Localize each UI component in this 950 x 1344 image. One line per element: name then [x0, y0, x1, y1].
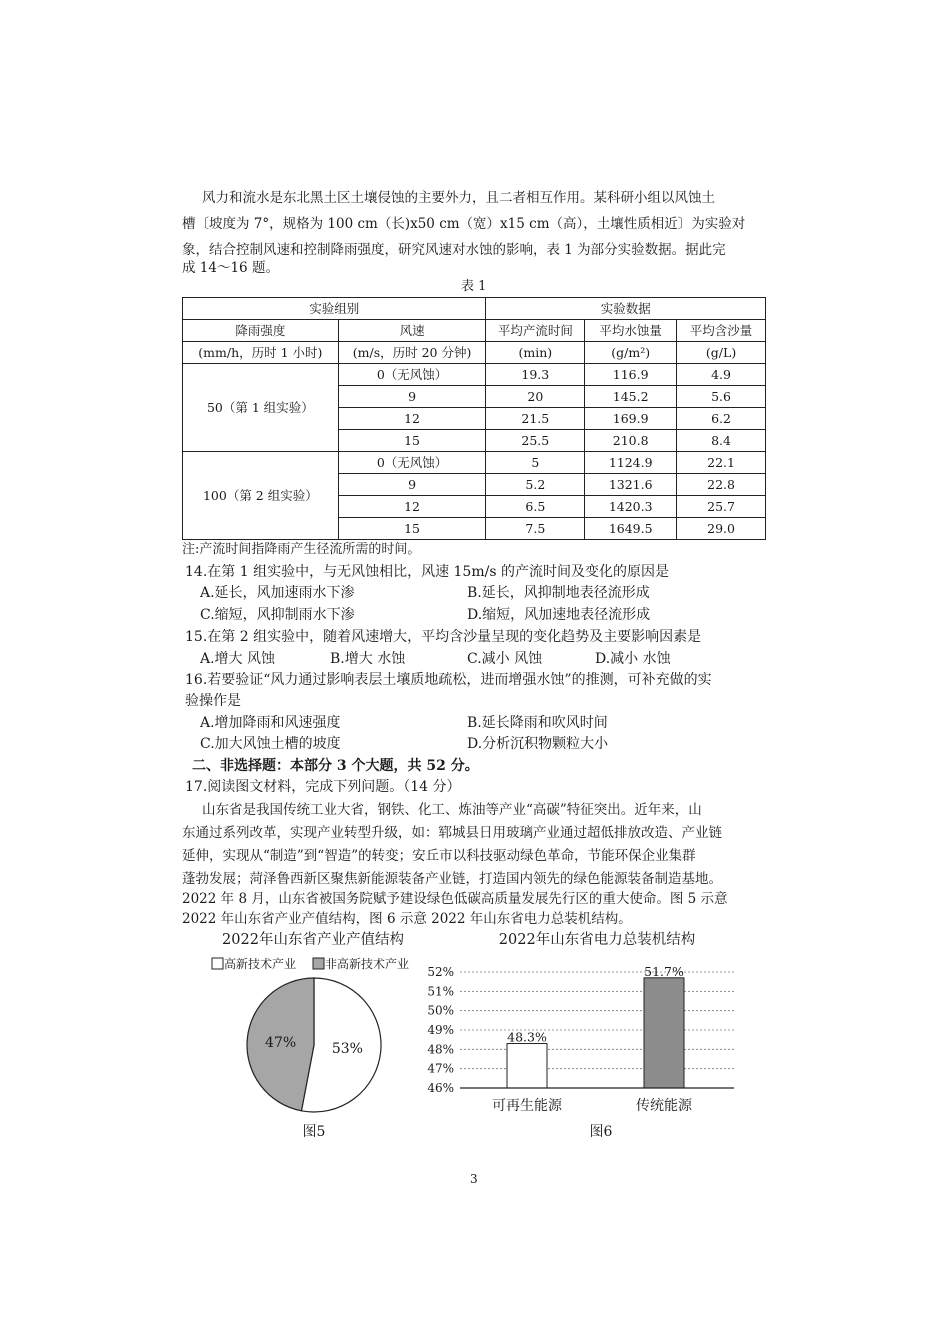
- bar-traditional: [644, 978, 684, 1088]
- intro-line-1: 风力和流水是东北黑土区土壤侵蚀的主要外力，且二者相互作用。某科研小组以风蚀土: [202, 190, 715, 206]
- fig6-y-tick-label: 49%: [427, 1023, 454, 1037]
- fig6-y-tick-label: 51%: [427, 984, 454, 999]
- fig6-caption: 图6: [589, 1124, 613, 1140]
- fig6-gridlines: [460, 972, 734, 1088]
- cell-wind: 0（无风蚀）: [338, 364, 486, 386]
- q14-option-c: C.缩短，风抑制雨水下渗: [200, 607, 355, 623]
- cell-time: 7.5: [486, 518, 585, 540]
- fig6-title: 2022年山东省电力总装机结构: [498, 932, 696, 948]
- pie-label-non-high-tech: 47%: [265, 1034, 297, 1051]
- section-heading: 二、非选择题：本部分 3 个大题，共 52 分。: [192, 758, 479, 774]
- group1-label: 50（第 1 组实验）: [183, 364, 339, 452]
- col-wind: 风速: [338, 320, 486, 342]
- fig6-y-tick-label: 50%: [427, 1003, 454, 1018]
- cell-time: 5.2: [486, 474, 585, 496]
- cell-sand: 29.0: [677, 518, 766, 540]
- cell-erosion: 1420.3: [585, 496, 677, 518]
- cell-time: 19.3: [486, 364, 585, 386]
- figure6-bar-chart: [420, 925, 760, 1145]
- table-caption: 表 1: [461, 279, 487, 294]
- fig6-y-tick-label: 48%: [427, 1042, 454, 1057]
- cell-sand: 25.7: [677, 496, 766, 518]
- intro-line-3: 象，结合控制风速和控制降雨强度，研究风速对水蚀的影响，表 1 为部分实验数据。据此完: [182, 242, 726, 258]
- cell-erosion: 169.9: [585, 408, 677, 430]
- q16-stem-2: 验操作是: [185, 693, 241, 709]
- q14-option-b: B.延长，风抑制地表径流形成: [467, 585, 650, 601]
- q16-stem-1: 16.若要验证“风力通过影响表层土壤质地疏松，进而增强水蚀”的推测，可补充做的实: [185, 672, 712, 688]
- fig6-y-tick-label: 46%: [427, 1081, 454, 1095]
- experiment-table: [182, 297, 766, 540]
- page-number: 3: [470, 1172, 478, 1186]
- cell-wind: 9: [338, 474, 486, 496]
- cell-wind: 9: [338, 386, 486, 408]
- pie-label-high-tech: 53%: [331, 1041, 363, 1058]
- table-note: 注:产流时间指降雨产生径流所需的时间。: [182, 542, 421, 557]
- table-row: [183, 452, 766, 474]
- bar-data-label-renewable: 48.3%: [507, 1029, 547, 1045]
- bar-category-traditional: 传统能源: [636, 1098, 692, 1114]
- col-erosion: 平均水蚀量: [585, 320, 677, 342]
- q15-stem: 15.在第 2 组实验中，随着风速增大，平均含沙量呈现的变化趋势及主要影响因素是: [185, 629, 702, 645]
- cell-time: 25.5: [486, 430, 585, 452]
- cell-sand: 4.9: [677, 364, 766, 386]
- cell-erosion: 145.2: [585, 386, 677, 408]
- fig6-y-tick-label: 52%: [427, 965, 454, 979]
- cell-time: 5: [486, 452, 585, 474]
- q17-para-5: 2022 年 8 月，山东省被国务院赋予建设绿色低碳高质量发展先行区的重大使命。图 5 示意: [182, 891, 728, 907]
- q15-option-d: D.减小 水蚀: [595, 651, 671, 667]
- figure5-pie-chart: [200, 925, 440, 1145]
- fig5-caption: 图5: [302, 1124, 326, 1140]
- fig5-title: 2022年山东省产业产值结构: [222, 932, 404, 948]
- fig5-legend-nonhigh: 非高新技术产业: [325, 957, 410, 971]
- q15-option-c: C.减小 风蚀: [467, 651, 543, 667]
- q17-para-4: 蓬勃发展；菏泽鲁西新区聚焦新能源装备产业链，打造国内领先的绿色能源装备制造基地。: [182, 871, 722, 887]
- cell-erosion: 1649.5: [585, 518, 677, 540]
- q17-para-3: 延伸，实现从“制造”到“智造”的转变；安丘市以科技驱动绿色革命，节能环保企业集群: [182, 848, 696, 864]
- q17-para-1: 山东省是我国传统工业大省，钢铁、化工、炼油等产业“高碳”特征突出。近年来，山: [202, 802, 702, 818]
- q16-option-d: D.分析沉积物颗粒大小: [467, 736, 609, 752]
- cell-wind: 0（无风蚀）: [338, 452, 486, 474]
- col-time: 平均产流时间: [486, 320, 585, 342]
- data-header: 实验数据: [486, 298, 766, 320]
- col-wind-unit: (m/s，历时 20 分钟): [338, 342, 486, 364]
- q16-option-b: B.延长降雨和吹风时间: [467, 715, 608, 731]
- cell-wind: 15: [338, 430, 486, 452]
- q16-option-a: A.增加降雨和风速强度: [200, 715, 341, 731]
- cell-wind: 12: [338, 496, 486, 518]
- q17-para-2: 东通过系列改革，实现产业转型升级，如：郓城县日用玻璃产业通过超低排放改造、产业链: [182, 825, 722, 841]
- cell-erosion: 210.8: [585, 430, 677, 452]
- q14-option-d: D.缩短，风加速地表径流形成: [467, 607, 651, 623]
- cell-sand: 6.2: [677, 408, 766, 430]
- cell-sand: 22.8: [677, 474, 766, 496]
- q14-option-a: A.延长，风加速雨水下渗: [200, 585, 355, 601]
- col-rain: 降雨强度: [183, 320, 339, 342]
- cell-sand: 5.6: [677, 386, 766, 408]
- bar-data-label-traditional: 51.7%: [644, 963, 684, 979]
- cell-wind: 12: [338, 408, 486, 430]
- q16-option-c: C.加大风蚀土槽的坡度: [200, 736, 341, 752]
- col-time-unit: (min): [486, 342, 585, 364]
- cell-wind: 15: [338, 518, 486, 540]
- group-header: 实验组别: [183, 298, 486, 320]
- q17-stem: 17.阅读图文材料，完成下列问题。（14 分）: [185, 779, 461, 795]
- intro-line-4: 成 14～16 题。: [182, 260, 279, 276]
- cell-time: 20: [486, 386, 585, 408]
- fig5-legend-swatch-high: [212, 958, 223, 969]
- fig5-legend-high: 高新技术产业: [224, 957, 297, 971]
- q14-stem: 14.在第 1 组实验中，与无风蚀相比，风速 15m/s 的产流时间及变化的原因是: [185, 564, 669, 580]
- col-rain-unit: (mm/h，历时 1 小时): [183, 342, 339, 364]
- cell-sand: 22.1: [677, 452, 766, 474]
- cell-time: 6.5: [486, 496, 585, 518]
- bar-renewable: [507, 1044, 547, 1088]
- cell-sand: 8.4: [677, 430, 766, 452]
- group2-label: 100（第 2 组实验）: [183, 452, 339, 540]
- table-row: [183, 364, 766, 386]
- cell-time: 21.5: [486, 408, 585, 430]
- q17-para-6: 2022 年山东省产业产值结构，图 6 示意 2022 年山东省电力总装机结构。: [182, 911, 632, 927]
- q15-option-a: A.增大 风蚀: [200, 651, 276, 667]
- col-erosion-unit: (g/m²): [585, 342, 677, 364]
- q15-option-b: B.增大 水蚀: [330, 651, 406, 667]
- cell-erosion: 116.9: [585, 364, 677, 386]
- bar-category-renewable: 可再生能源: [492, 1098, 562, 1114]
- cell-erosion: 1321.6: [585, 474, 677, 496]
- col-sand-unit: (g/L): [677, 342, 766, 364]
- col-sand: 平均含沙量: [677, 320, 766, 342]
- intro-line-2: 槽〔坡度为 7°，规格为 100 cm（长)x50 cm（宽）x15 cm（高），土壤性质相近〕为实验对: [182, 216, 746, 232]
- fig6-y-tick-label: 47%: [427, 1061, 454, 1076]
- fig5-legend-swatch-nonhigh: [313, 958, 324, 969]
- cell-erosion: 1124.9: [585, 452, 677, 474]
- fig6-y-axis-ticks: [427, 965, 454, 1095]
